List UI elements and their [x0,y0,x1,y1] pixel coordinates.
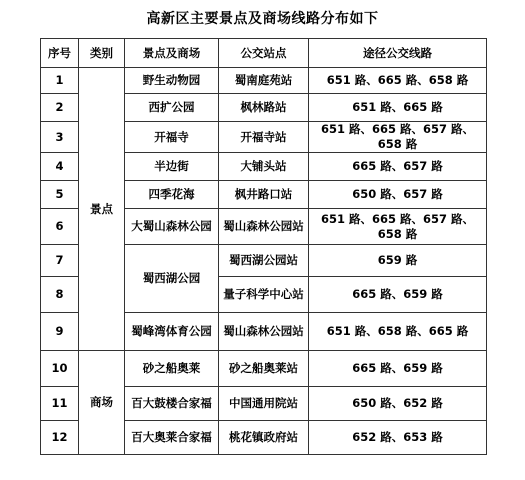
route-list: 651 路、658 路、665 路 [309,313,487,351]
station-name: 量子科学中心站 [219,277,309,313]
row-number: 9 [41,313,79,351]
row-number: 10 [41,351,79,387]
table-row [41,68,487,94]
route-list: 651 路、665 路 [309,94,487,122]
station-name: 蜀南庭苑站 [219,68,309,94]
place-name: 砂之船奥莱 [125,351,219,387]
route-list: 665 路、659 路 [309,277,487,313]
place-name: 西扩公园 [125,94,219,122]
place-name: 大蜀山森林公园 [125,209,219,245]
row-number: 11 [41,387,79,421]
route-list: 650 路、657 路 [309,181,487,209]
route-list: 651 路、665 路、658 路 [309,68,487,94]
header-place: 景点及商场 [125,39,219,68]
row-number: 3 [41,122,79,153]
place-name: 半边街 [125,153,219,181]
route-list: 651 路、665 路、657 路、658 路 [309,209,487,245]
header-seq: 序号 [41,39,79,68]
route-list: 659 路 [309,245,487,277]
row-number: 1 [41,68,79,94]
category-scenic: 景点 [79,68,125,351]
table-header-row [41,39,487,68]
header-station: 公交站点 [219,39,309,68]
category-mall: 商场 [79,351,125,455]
page-title: 高新区主要景点及商场线路分布如下 [146,11,379,27]
row-number: 7 [41,245,79,277]
route-list: 665 路、657 路 [309,153,487,181]
station-name: 枫林路站 [219,94,309,122]
row-number: 2 [41,94,79,122]
row-number: 8 [41,277,79,313]
place-name: 蜀峰湾体育公园 [125,313,219,351]
row-number: 4 [41,153,79,181]
row-number: 6 [41,209,79,245]
table-row [41,351,487,387]
header-routes: 途径公交线路 [309,39,487,68]
station-name: 蜀山森林公园站 [219,209,309,245]
header-category: 类别 [79,39,125,68]
station-name: 枫井路口站 [219,181,309,209]
row-number: 12 [41,421,79,455]
place-name: 野生动物园 [125,68,219,94]
station-name: 桃花镇政府站 [219,421,309,455]
station-name: 开福寺站 [219,122,309,153]
route-list: 650 路、652 路 [309,387,487,421]
station-name: 大铺头站 [219,153,309,181]
place-name: 百大鼓楼合家福 [125,387,219,421]
route-list: 652 路、653 路 [309,421,487,455]
place-name: 四季花海 [125,181,219,209]
station-name: 中国通用院站 [219,387,309,421]
place-name: 开福寺 [125,122,219,153]
route-list: 651 路、665 路、657 路、658 路 [309,122,487,153]
row-number: 5 [41,181,79,209]
station-name: 砂之船奥莱站 [219,351,309,387]
place-name: 百大奥莱合家福 [125,421,219,455]
place-name: 蜀西湖公园 [125,245,219,313]
station-name: 蜀山森林公园站 [219,313,309,351]
station-name: 蜀西湖公园站 [219,245,309,277]
route-list: 665 路、659 路 [309,351,487,387]
bus-route-table [40,38,487,455]
